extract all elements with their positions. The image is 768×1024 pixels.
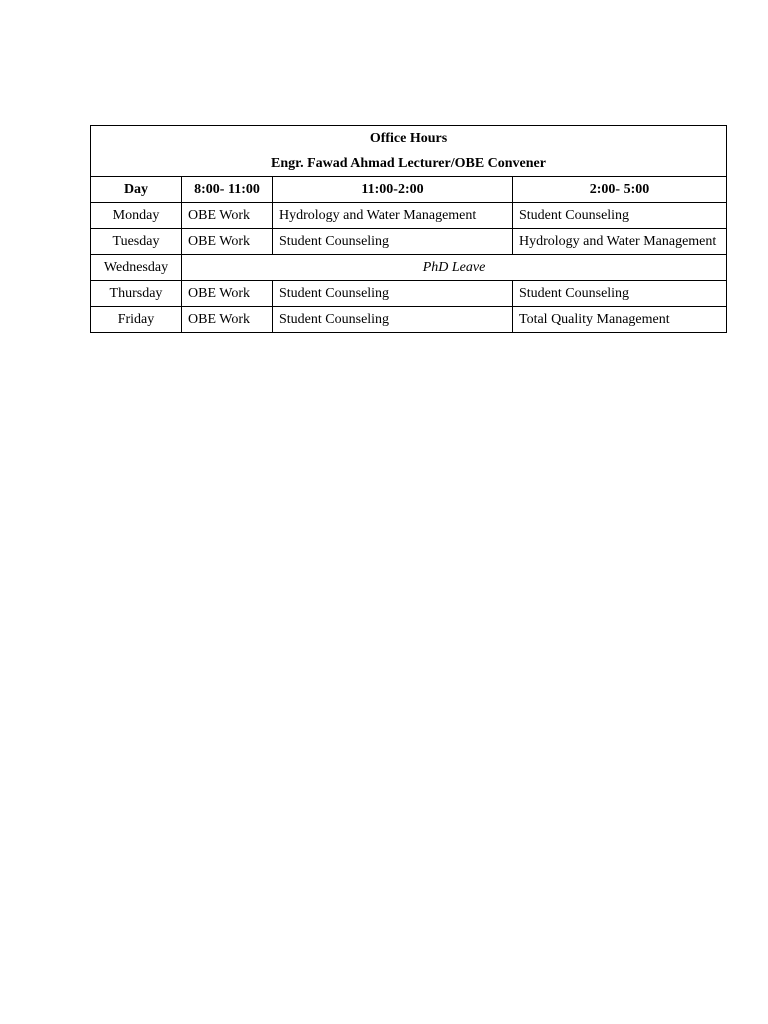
slot-cell: OBE Work <box>182 203 273 229</box>
table-subtitle: Engr. Fawad Ahmad Lecturer/OBE Convener <box>271 156 546 171</box>
header-day: Day <box>91 177 182 203</box>
slot-cell: OBE Work <box>182 307 273 333</box>
table-row <box>91 281 727 307</box>
table-row <box>91 307 727 333</box>
day-cell: Wednesday <box>91 255 182 281</box>
day-cell: Monday <box>91 203 182 229</box>
table-row <box>91 229 727 255</box>
slot-cell: Hydrology and Water Management <box>273 203 513 229</box>
title-cell <box>91 126 727 177</box>
slot-cell: Student Counseling <box>513 281 727 307</box>
day-cell: Thursday <box>91 281 182 307</box>
slot-cell: Hydrology and Water Management <box>513 229 727 255</box>
day-cell: Tuesday <box>91 229 182 255</box>
slot-cell: Student Counseling <box>273 307 513 333</box>
table-title: Office Hours <box>369 131 448 146</box>
slot-cell: Student Counseling <box>513 203 727 229</box>
office-hours-table <box>90 125 727 333</box>
header-slot-morning: 8:00- 11:00 <box>182 177 273 203</box>
title-row <box>91 126 727 177</box>
table-row <box>91 255 727 281</box>
table-row <box>91 203 727 229</box>
header-slot-afternoon: 2:00- 5:00 <box>513 177 727 203</box>
slot-cell: OBE Work <box>182 229 273 255</box>
slot-cell: Student Counseling <box>273 281 513 307</box>
header-row <box>91 177 727 203</box>
leave-cell: PhD Leave <box>182 255 727 281</box>
day-cell: Friday <box>91 307 182 333</box>
slot-cell: Total Quality Management <box>513 307 727 333</box>
header-slot-midday: 11:00-2:00 <box>273 177 513 203</box>
slot-cell: Student Counseling <box>273 229 513 255</box>
slot-cell: OBE Work <box>182 281 273 307</box>
